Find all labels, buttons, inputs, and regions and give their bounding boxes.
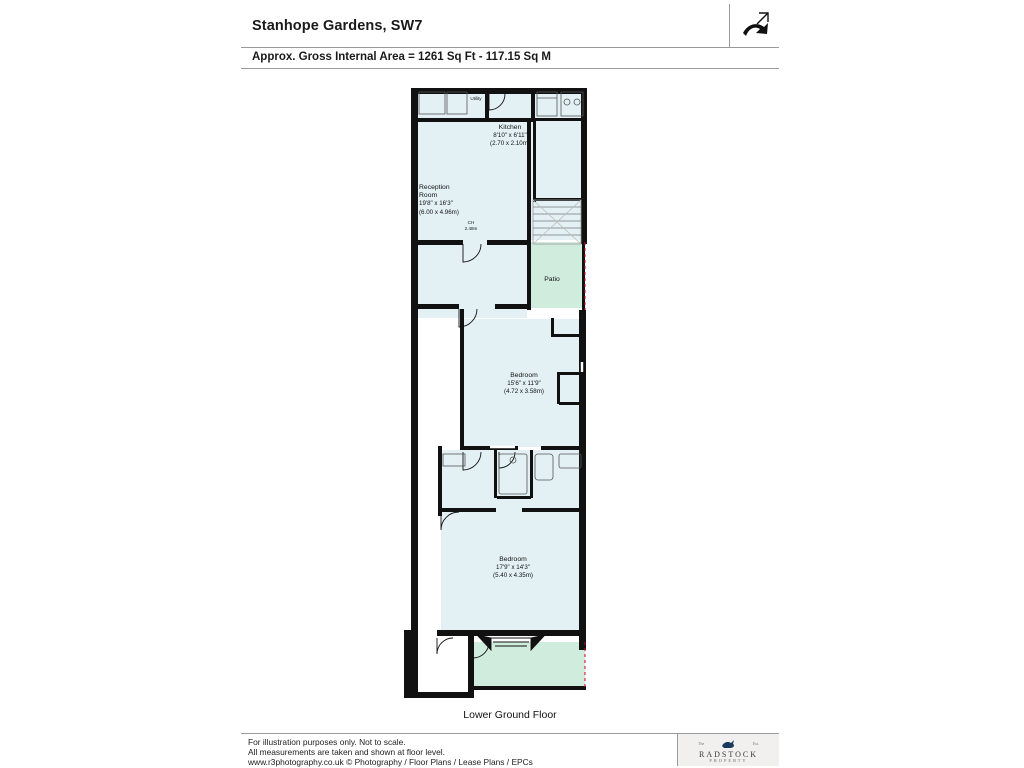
agency-logo <box>677 734 779 766</box>
room-label-patio: Patio <box>544 276 560 283</box>
disclaimer-line-2: All measurements are taken and shown at floor level. <box>248 747 445 758</box>
page-title: Stanhope Gardens, SW7 <box>252 18 423 34</box>
sheet-header <box>241 4 779 48</box>
credit-line: www.r3photography.co.uk © Photography / Floor Plans / Lease Plans / EPCs <box>248 757 533 768</box>
ceiling-height-note: CH 2.48m <box>464 220 478 231</box>
disclaimer-line-1: For illustration purposes only. Not to scale. <box>248 737 406 747</box>
room-label-kitchen: Kitchen 8'10" x 6'11" (2.70 x 2.10m) <box>490 124 530 148</box>
room-label-reception: Reception Room 19'8" x 16'3" (6.00 x 4.96m) <box>419 184 459 216</box>
logo-subtitle: PROPERTY <box>709 758 748 763</box>
gross-internal-area: Approx. Gross Internal Area = 1261 Sq Ft - 117.15 Sq M <box>252 51 551 63</box>
compass-box <box>729 4 779 48</box>
north-arrow-icon <box>737 9 773 43</box>
floor-label: Lower Ground Floor <box>463 709 557 721</box>
room-label-bedroom-2: Bedroom 17'9" x 14'3" (5.40 x 4.35m) <box>493 556 533 580</box>
logo-name: RADSTOCK <box>699 750 758 759</box>
sheet-footer <box>241 733 779 766</box>
floorplan-drawing <box>241 72 779 721</box>
duck-logo-icon <box>720 738 738 749</box>
floorplan-sheet <box>241 4 779 766</box>
sheet-subheader <box>241 48 779 69</box>
logo-the-text: The <box>698 741 705 746</box>
logo-est-text: Est. <box>752 741 759 746</box>
disclaimer <box>248 737 533 768</box>
room-label-utility: Utility <box>470 96 482 101</box>
room-label-bedroom-1: Bedroom 15'6" x 11'9" (4.72 x 3.58m) <box>504 372 544 396</box>
